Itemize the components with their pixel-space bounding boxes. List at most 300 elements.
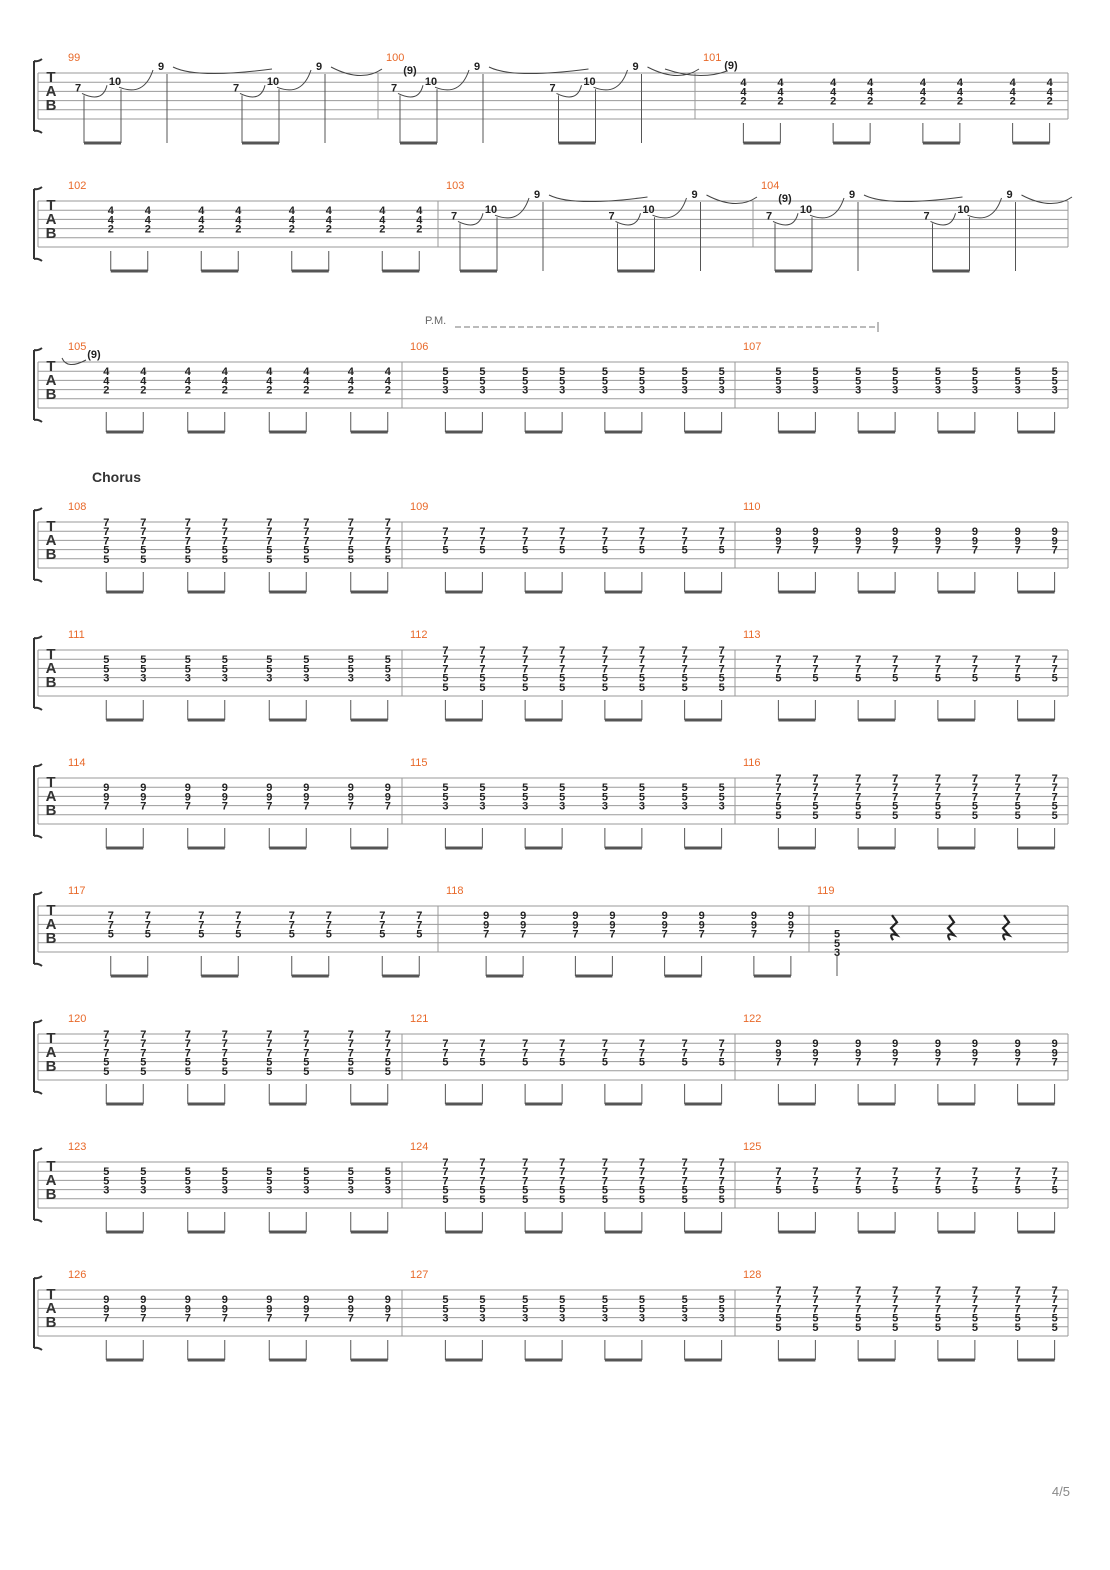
fret-number: 9 — [347, 1303, 354, 1316]
fret-number: 7 — [971, 1285, 978, 1297]
fret-number: 5 — [442, 544, 449, 557]
fret-number: 3 — [638, 800, 645, 813]
fret-number: 5 — [812, 375, 819, 388]
fret-number: 3 — [479, 1312, 486, 1325]
fret-number: 4 — [740, 77, 747, 90]
fret-number: 5 — [812, 800, 819, 813]
fret-number: 5 — [718, 375, 725, 388]
fret-number: 9 — [1051, 1047, 1058, 1060]
fret-number: 7 — [221, 1029, 228, 1041]
fret-number: 7 — [1051, 1294, 1058, 1307]
fret-number: 7 — [601, 645, 608, 657]
fret-number: 7 — [1014, 544, 1021, 557]
fret-number: 4 — [221, 375, 228, 388]
fret-number: 7 — [892, 654, 899, 667]
fret-number: 7 — [855, 663, 862, 676]
fret-number: 5 — [288, 928, 295, 941]
fret-number: 7 — [416, 910, 423, 923]
fret-number: 5 — [303, 663, 310, 676]
fret-number: 10 — [642, 204, 655, 217]
fret-number: 10 — [957, 204, 970, 217]
fret-number: 9 — [750, 910, 757, 923]
fret-number: 7 — [892, 1166, 899, 1179]
fret-number: 9 — [661, 910, 668, 923]
fret-number: 5 — [1014, 809, 1021, 822]
fret-number: 7 — [892, 544, 899, 557]
fret-number: 5 — [775, 366, 782, 379]
fret-number: 2 — [416, 223, 423, 236]
palm-mute-label: P.M. — [425, 315, 447, 327]
fret-number: 7 — [442, 526, 449, 539]
tab-system — [34, 52, 1068, 143]
fret-number: 5 — [601, 1193, 608, 1206]
fret-number: 4 — [1009, 77, 1016, 90]
fret-number: 7 — [1051, 1166, 1058, 1179]
fret-number: 3 — [775, 384, 782, 397]
fret-number: 5 — [522, 1184, 529, 1197]
tab-clef-letter: T — [46, 69, 56, 86]
fret-number: 5 — [479, 782, 486, 795]
fret-number: 5 — [601, 1303, 608, 1316]
fret-number: 5 — [266, 1056, 273, 1069]
fret-number: 9 — [520, 919, 527, 932]
fret-number: 5 — [303, 1166, 310, 1179]
fret-number: 5 — [479, 1056, 486, 1069]
fret-number: 9 — [221, 782, 228, 795]
fret-number: 3 — [184, 1184, 191, 1197]
fret-number: 4 — [347, 366, 354, 379]
fret-number: 3 — [1014, 384, 1021, 397]
section-label: Chorus — [92, 469, 141, 485]
fret-number: 9 — [750, 919, 757, 932]
tie-arc — [707, 195, 758, 204]
fret-number: 7 — [750, 928, 757, 941]
fret-number: 5 — [266, 654, 273, 667]
fret-number: 7 — [384, 800, 391, 813]
fret-number: 5 — [559, 1056, 566, 1069]
fret-number: 4 — [107, 205, 114, 218]
fret-number: 7 — [681, 535, 688, 548]
fret-number: 5 — [892, 366, 899, 379]
fret-number: 5 — [140, 654, 147, 667]
fret-number: 7 — [609, 928, 616, 941]
fret-number: 5 — [522, 544, 529, 557]
fret-number: 5 — [103, 1065, 110, 1078]
fret-number: 7 — [718, 526, 725, 539]
fret-number: 5 — [559, 1294, 566, 1307]
fret-number: 5 — [601, 681, 608, 694]
fret-number: 7 — [522, 1157, 529, 1169]
fret-number: 5 — [103, 544, 110, 557]
fret-number: 2 — [235, 223, 242, 236]
fret-number: 7 — [442, 645, 449, 657]
fret-number: 7 — [812, 1175, 819, 1188]
fret-number: 7 — [347, 517, 354, 529]
fret-number: 9 — [971, 535, 978, 548]
fret-number: 5 — [601, 1056, 608, 1069]
fret-number: 5 — [1051, 800, 1058, 813]
fret-number: 4 — [221, 366, 228, 379]
tab-clef-letter: B — [45, 386, 57, 403]
fret-number: 9 — [609, 919, 616, 932]
fret-number: 3 — [638, 384, 645, 397]
fret-number: 5 — [833, 928, 841, 941]
fret-number: 9 — [303, 1303, 310, 1316]
fret-number: 7 — [184, 1038, 191, 1051]
fret-number: 3 — [140, 672, 147, 685]
measure-number: 117 — [68, 885, 86, 897]
fret-number: 5 — [638, 1303, 645, 1316]
fret-number: 5 — [266, 544, 273, 557]
fret-number: 5 — [718, 791, 725, 804]
fret-number: 7 — [384, 517, 391, 529]
fret-number: 7 — [855, 1175, 862, 1188]
fret-number: 5 — [347, 654, 354, 667]
fret-number: 7 — [232, 82, 240, 95]
fret-number: 5 — [221, 1175, 228, 1188]
fret-number: 9 — [698, 910, 705, 923]
fret-number: 7 — [775, 782, 782, 795]
fret-number: 2 — [777, 95, 784, 108]
fret-number: 7 — [325, 910, 332, 923]
fret-number: 9 — [140, 1303, 147, 1316]
fret-number: 9 — [971, 1038, 978, 1051]
fret-number: 9 — [698, 919, 705, 932]
fret-number: 9 — [632, 61, 639, 73]
tab-system — [34, 885, 1068, 976]
fret-number: 7 — [718, 645, 725, 657]
fret-number: 5 — [522, 672, 529, 685]
fret-number: 9 — [892, 535, 899, 548]
fret-number: 5 — [347, 1166, 354, 1179]
fret-number: 7 — [608, 210, 615, 223]
fret-number: 5 — [442, 1056, 449, 1069]
fret-number: 7 — [601, 526, 608, 539]
fret-number: 7 — [559, 1047, 566, 1060]
fret-number: 5 — [442, 375, 449, 388]
fret-number: 3 — [681, 800, 688, 813]
fret-number: 5 — [103, 1175, 110, 1188]
fret-number: 3 — [718, 1312, 725, 1325]
fret-number: 5 — [266, 1065, 273, 1078]
fret-number: 5 — [221, 663, 228, 676]
fret-number: 5 — [221, 1166, 228, 1179]
fret-number: 3 — [971, 384, 978, 397]
fret-number: 7 — [1014, 773, 1021, 785]
fret-number: 10 — [424, 76, 438, 89]
fret-number: 5 — [184, 654, 191, 667]
fret-number: 5 — [775, 1312, 782, 1325]
fret-number: 5 — [347, 1056, 354, 1069]
fret-number: 7 — [221, 1038, 228, 1051]
fret-number: 5 — [855, 800, 862, 813]
fret-number: 5 — [1051, 366, 1058, 379]
fret-number: 2 — [379, 223, 386, 236]
fret-number: 10 — [266, 76, 280, 89]
tab-clef-letter: A — [45, 916, 57, 933]
fret-number: 7 — [347, 800, 354, 813]
fret-number: 7 — [325, 919, 332, 932]
fret-number: 3 — [140, 1184, 147, 1197]
fret-number: 5 — [184, 553, 191, 566]
fret-number: 7 — [855, 1166, 862, 1179]
fret-number: 7 — [1051, 782, 1058, 795]
fret-number: 5 — [681, 1056, 688, 1069]
fret-number: 4 — [379, 205, 386, 218]
fret-number: 5 — [892, 375, 899, 388]
measure-number: 120 — [68, 1013, 87, 1025]
fret-number: 5 — [559, 791, 566, 804]
measure-number: 112 — [410, 629, 428, 641]
fret-number: 7 — [855, 1285, 862, 1297]
fret-number: 5 — [442, 1184, 449, 1197]
fret-number: 3 — [559, 1312, 566, 1325]
fret-number: 7 — [266, 1038, 273, 1051]
fret-number: 4 — [266, 366, 273, 379]
fret-number: 5 — [681, 791, 688, 804]
fret-number: 9 — [103, 1294, 110, 1307]
fret-number: 7 — [812, 1285, 819, 1297]
fret-number: 9 — [483, 910, 490, 923]
fret-number: 3 — [681, 384, 688, 397]
measure-number: 104 — [761, 180, 780, 192]
fret-number: 7 — [384, 1029, 391, 1041]
fret-number: 7 — [140, 1029, 147, 1041]
fret-number: 7 — [775, 663, 782, 676]
fret-number: 5 — [971, 1312, 978, 1325]
fret-number: 7 — [559, 535, 566, 548]
fret-number: 9 — [140, 782, 147, 795]
fret-number: 9 — [483, 919, 490, 932]
fret-number: 7 — [601, 535, 608, 548]
fret-number: 2 — [830, 95, 837, 108]
fret-number: 7 — [103, 1312, 110, 1325]
measure-number: 107 — [743, 341, 762, 353]
fret-number: 7 — [184, 1029, 191, 1041]
fret-number: 7 — [812, 773, 819, 785]
fret-number: 5 — [384, 1056, 391, 1069]
fret-number: 9 — [347, 791, 354, 804]
fret-number: 7 — [221, 1047, 228, 1060]
fret-number: 2 — [198, 223, 205, 236]
fret-number: 5 — [266, 1166, 273, 1179]
fret-number: 7 — [303, 1038, 310, 1051]
fret-number: 5 — [601, 1184, 608, 1197]
measure-number: 102 — [68, 180, 87, 192]
fret-number: 9 — [892, 526, 899, 539]
fret-number: 7 — [855, 1303, 862, 1316]
fret-number: 7 — [303, 526, 310, 539]
fret-number: 7 — [442, 1157, 449, 1169]
tab-clef-letter: A — [45, 788, 57, 805]
fret-number: 5 — [266, 1175, 273, 1188]
fret-number: 5 — [638, 544, 645, 557]
fret-number: 5 — [833, 937, 841, 950]
fret-number: 5 — [855, 809, 862, 822]
fret-number: 7 — [266, 535, 273, 548]
fret-number: 4 — [1046, 86, 1053, 99]
fret-number: 4 — [325, 214, 332, 227]
tab-clef-letter: T — [46, 1158, 56, 1175]
fret-number: 5 — [855, 672, 862, 685]
fret-number: 5 — [638, 672, 645, 685]
fret-number: 5 — [1014, 1312, 1021, 1325]
fret-number: 7 — [855, 1294, 862, 1307]
fret-number: 4 — [1046, 77, 1053, 90]
fret-number: 7 — [479, 1175, 486, 1188]
fret-number: 2 — [1046, 95, 1053, 108]
fret-number: 7 — [775, 1285, 782, 1297]
fret-number: 5 — [718, 1294, 725, 1307]
fret-number: 3 — [442, 384, 449, 397]
fret-number: 7 — [140, 535, 147, 548]
fret-number: 9 — [661, 919, 668, 932]
tab-clef-letter: A — [45, 660, 57, 677]
fret-number: 7 — [184, 800, 191, 813]
fret-number: 7 — [1051, 544, 1058, 557]
fret-number: 5 — [971, 809, 978, 822]
fret-number: 7 — [235, 910, 242, 923]
fret-number: 4 — [184, 375, 191, 388]
fret-number: 7 — [892, 1294, 899, 1307]
fret-number: 9 — [184, 791, 191, 804]
fret-number: 9 — [691, 189, 698, 201]
fret-number: 5 — [442, 1193, 449, 1206]
tab-clef-letter: T — [46, 1030, 56, 1047]
fret-number: 5 — [140, 1056, 147, 1069]
fret-number: 4 — [303, 375, 310, 388]
fret-number: 4 — [103, 366, 110, 379]
fret-number: 7 — [442, 654, 449, 667]
fret-number: 7 — [855, 1056, 862, 1069]
fret-number: 7 — [812, 544, 819, 557]
measure-number: 124 — [410, 1141, 429, 1153]
fret-number: 7 — [775, 1303, 782, 1316]
fret-number: 3 — [892, 384, 899, 397]
fret-number: 9 — [934, 1047, 941, 1060]
measure-number: 110 — [743, 501, 761, 513]
tab-clef-letter: A — [45, 372, 57, 389]
fret-number: 7 — [892, 782, 899, 795]
fret-number: 5 — [718, 782, 725, 795]
fret-number: 7 — [775, 1175, 782, 1188]
fret-number: 9 — [812, 1047, 819, 1060]
fret-number: 7 — [892, 1285, 899, 1297]
fret-number: 5 — [812, 809, 819, 822]
fret-number: 7 — [892, 1175, 899, 1188]
fret-number: 7 — [923, 210, 930, 223]
fret-number: 3 — [601, 384, 608, 397]
fret-number: 5 — [638, 375, 645, 388]
fret-number: 7 — [140, 526, 147, 539]
fret-number: 5 — [384, 553, 391, 566]
fret-number: 7 — [812, 782, 819, 795]
fret-number: 7 — [479, 1157, 486, 1169]
fret-number: 5 — [559, 544, 566, 557]
fret-number: 5 — [347, 553, 354, 566]
fret-number: 5 — [934, 672, 941, 685]
measure-number: 115 — [410, 757, 428, 769]
measure-number: 126 — [68, 1269, 87, 1281]
fret-number: 7 — [235, 919, 242, 932]
fret-number: 7 — [681, 645, 688, 657]
fret-number: 9 — [812, 1038, 819, 1051]
fret-number: 5 — [479, 1193, 486, 1206]
fret-number: 9 — [184, 782, 191, 795]
measure-number: 119 — [817, 885, 835, 897]
fret-number: 10 — [484, 204, 498, 217]
fret-number: 4 — [830, 77, 837, 90]
fret-number: 5 — [638, 791, 645, 804]
fret-number: 9 — [347, 1294, 354, 1307]
fret-number: 5 — [442, 366, 449, 379]
fret-number: 9 — [775, 526, 782, 539]
fret-number: 5 — [892, 800, 899, 813]
fret-number: 7 — [775, 773, 782, 785]
fret-number: 7 — [601, 1157, 608, 1169]
fret-number: 5 — [266, 663, 273, 676]
fret-number: 5 — [384, 663, 391, 676]
fret-number: 7 — [347, 1047, 354, 1060]
fret-number: 4 — [144, 214, 151, 227]
fret-number: 7 — [1014, 1303, 1021, 1316]
fret-number: 7 — [971, 791, 978, 804]
fret-number: 5 — [140, 663, 147, 676]
fret-number: 4 — [740, 86, 747, 99]
tab-system — [34, 180, 1072, 271]
measure-number: 108 — [68, 501, 87, 513]
fret-number: 4 — [235, 214, 242, 227]
fret-number: 9 — [303, 791, 310, 804]
fret-number: 5 — [103, 654, 110, 667]
tab-clef-letter: A — [45, 211, 57, 228]
fret-number: 9 — [971, 526, 978, 539]
fret-number: 5 — [892, 809, 899, 822]
fret-number: 5 — [718, 681, 725, 694]
tab-clef-letter: A — [45, 1172, 57, 1189]
fret-number: 7 — [303, 1029, 310, 1041]
fret-number: 5 — [184, 1056, 191, 1069]
fret-number: 7 — [718, 1038, 725, 1051]
fret-number: 10 — [799, 204, 813, 217]
fret-number: 4 — [384, 375, 391, 388]
fret-number: 9 — [609, 910, 616, 923]
fret-number: 5 — [681, 782, 688, 795]
fret-number: 9 — [934, 526, 941, 539]
fret-number: 3 — [638, 1312, 645, 1325]
fret-number: 3 — [303, 1184, 310, 1197]
fret-number: 9 — [775, 1038, 782, 1051]
fret-number: 7 — [934, 1166, 941, 1179]
fret-number: 5 — [1051, 1312, 1058, 1325]
fret-number: 2 — [740, 95, 747, 108]
fret-number: 5 — [347, 663, 354, 676]
tab-clef-letter: B — [45, 1058, 57, 1075]
fret-number: 5 — [442, 1303, 449, 1316]
fret-number: 3 — [601, 1312, 608, 1325]
quarter-rest — [948, 915, 954, 940]
fret-number: 5 — [775, 375, 782, 388]
fret-number: 7 — [522, 663, 529, 676]
fret-number: 5 — [812, 1321, 819, 1334]
fret-number: 2 — [347, 384, 354, 397]
fret-number: 5 — [718, 1193, 725, 1206]
fret-number: 7 — [549, 82, 556, 95]
fret-number: 5 — [934, 375, 941, 388]
fret-number: 5 — [522, 1303, 529, 1316]
fret-number: 7 — [103, 517, 110, 529]
fret-number: 7 — [522, 654, 529, 667]
